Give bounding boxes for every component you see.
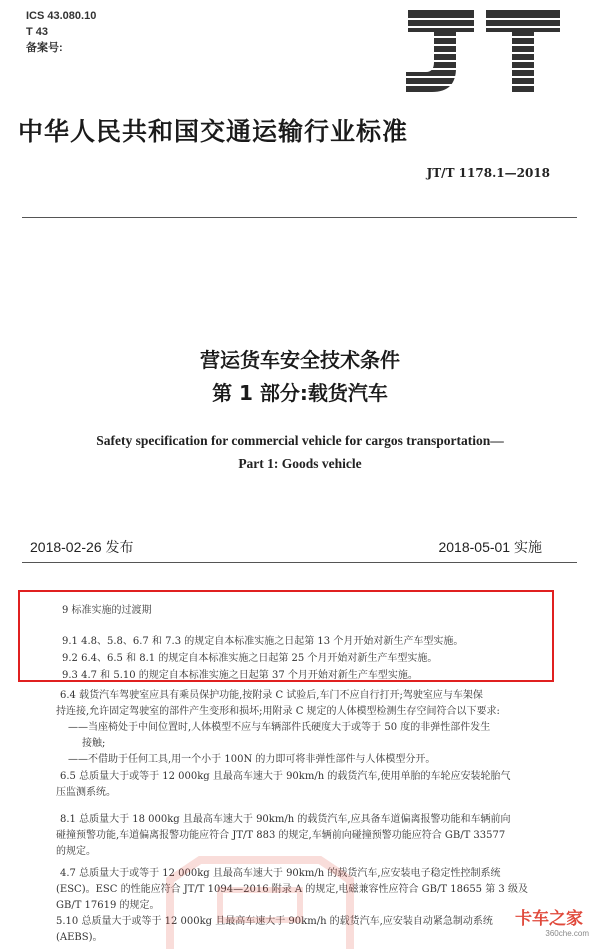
clause-6-4-line: 持连接,允许固定驾驶室的部件产生变形和损坏;用附录 C 规定的人体模型检测生存空间符合以下要求:: [56, 706, 500, 717]
clause-8-1-line: 8.1 总质量大于 18 000kg 且最高车速大于 90km/h 的载货汽车,应具备车道偏离报警功能和车辆前向: [60, 814, 511, 825]
transition-item: 9.3 4.7 和 5.10 的规定自本标准实施之日起第 37 个月开始对新生产车型实施。: [62, 670, 418, 681]
watermark-brand: 卡车之家: [515, 909, 583, 929]
clause-6-4-dash: ——当座椅处于中间位置时,人体模型不应与车辆部件氏硬度大于或等于 50 度的非弹性部件发生: [68, 722, 491, 733]
transition-item: 9.1 4.8、5.8、6.7 和 7.3 的规定自本标准实施之日起第 13 个月开始对新生产车型实施。: [62, 636, 464, 647]
transition-heading: 9 标准实施的过渡期: [62, 605, 152, 616]
watermark-site: 360che.com: [545, 929, 589, 938]
site-watermark: [515, 904, 595, 944]
clause-6-4-line: 6.4 载货汽车驾驶室应具有乘员保护功能,按附录 C 试验后,车门不应自行打开;驾驶室应与车架保: [60, 690, 483, 701]
title-en-line2: Part 1: Goods vehicle: [238, 456, 362, 471]
effective-date: 2018-05-01 实施: [438, 539, 542, 555]
jt-logo: [402, 6, 564, 96]
background-watermark-truck: [150, 850, 370, 949]
organization-title: 中华人民共和国交通运输行业标准: [18, 117, 409, 146]
ics-code: ICS 43.080.10: [26, 10, 97, 22]
clause-4-7-line: 4.7 总质量大于或等于 12 000kg 且最高车速大于 90km/h 的载货汽车,应安装电子稳定性控制系统: [60, 868, 501, 879]
clause-6-4-dash: 接触;: [82, 738, 106, 749]
title-cn-line2: 第 1 部分:载货汽车: [212, 381, 388, 405]
date-divider: [22, 562, 577, 563]
clause-4-7-line: GB/T 17619 的规定。: [56, 900, 160, 911]
title-cn-line1: 营运货车安全技术条件: [200, 348, 400, 372]
issue-date: 2018-02-26 发布: [30, 539, 134, 555]
clause-6-5-line: 压监测系统。: [56, 787, 116, 798]
clause-5-10-line: (AEBS)。: [56, 932, 103, 943]
transition-item: 9.2 6.4、6.5 和 8.1 的规定自本标准实施之日起第 25 个月开始对新生产车型实施。: [62, 653, 438, 664]
title-en-line1: Safety specification for commercial vehicle for cargos transportation—: [96, 433, 504, 448]
clause-6-4-dash: ——不借助于任何工具,用一个小于 100N 的力即可将非弹性部件与人体模型分开。: [68, 754, 436, 765]
clause-8-1-line: 的规定。: [56, 846, 96, 857]
header-divider: [22, 217, 577, 218]
standard-code: JT/T 1178.1—2018: [426, 166, 550, 180]
clause-4-7-line: (ESC)。ESC 的性能应符合 JT/T 1094—2016 附录 A 的规定,电磁兼容性应符合 GB/T 18655 第 3 级及: [56, 884, 528, 895]
classification-code: T 43: [26, 26, 49, 38]
clause-6-5-line: 6.5 总质量大于或等于 12 000kg 且最高车速大于 90km/h 的载货汽车,使用单胎的车轮应安装轮胎气: [60, 771, 511, 782]
clause-8-1-line: 碰撞预警功能,车道偏离报警功能应符合 JT/T 883 的规定,车辆前向碰撞预警功能应符合 GB/T 33577: [56, 830, 506, 841]
filing-number: 备案号:: [26, 42, 63, 54]
clause-5-10-line: 5.10 总质量大于或等于 12 000kg 且最高车速大于 90km/h 的载货汽车,应安装自动紧急制动系统: [56, 916, 493, 927]
